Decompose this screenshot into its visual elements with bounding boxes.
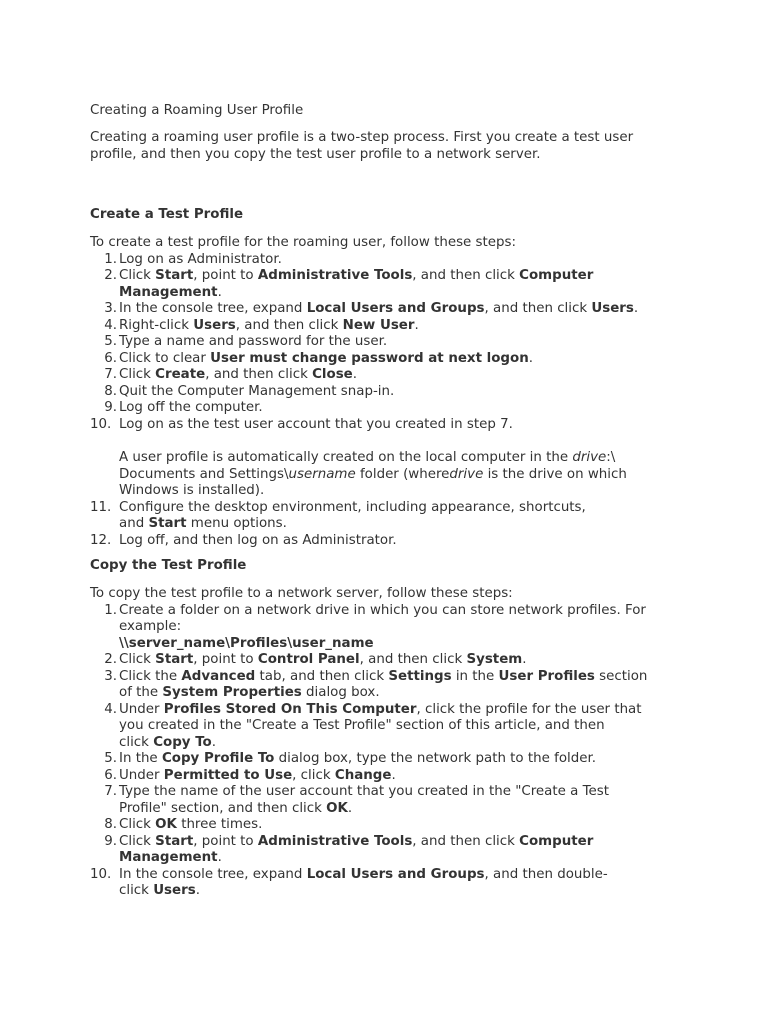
step-text: Click <box>119 817 156 832</box>
step-text: dialog box, type the network path to the folder. <box>274 751 597 766</box>
step-text: . <box>414 317 419 333</box>
step-text: , and then click <box>205 367 313 382</box>
step-body <box>119 318 419 333</box>
step-text: . <box>211 734 217 750</box>
document-title: Creating a Roaming User Profile <box>90 103 304 118</box>
step-number: 1. <box>104 602 117 618</box>
step-text: Log off the computer. <box>119 400 263 415</box>
step-text: , click the profile for the user that <box>416 701 642 717</box>
italic-term: drive <box>572 450 607 465</box>
emphasis-term: Close <box>312 367 353 382</box>
step-text: Profile" section, and then click <box>119 800 327 816</box>
step-number: 6. <box>104 767 117 783</box>
step-text: Type a name and password for the user. <box>119 334 388 349</box>
step-text: . <box>347 800 353 816</box>
emphasis-term: Copy Profile To <box>161 751 275 766</box>
step-text: Right-click <box>119 317 194 333</box>
step-body <box>119 268 593 300</box>
step-text: , and then click <box>412 268 520 283</box>
step-item <box>90 669 680 702</box>
step-text: click <box>119 883 154 898</box>
step-text: , point to <box>193 268 258 283</box>
step-text: Under <box>119 701 164 717</box>
step-body <box>119 784 609 816</box>
step-item <box>90 268 680 301</box>
step-text: Under <box>119 767 164 783</box>
step-text: In the console tree, expand <box>119 301 307 316</box>
step-item <box>90 784 680 817</box>
emphasis-term: Management <box>119 850 218 865</box>
step-text: A user profile is automatically created on the local computer in the <box>119 450 573 465</box>
step-body <box>119 867 608 899</box>
emphasis-term: OK <box>326 800 348 816</box>
step-text: . <box>522 652 527 667</box>
emphasis-term: Start <box>155 833 194 849</box>
step-item <box>90 817 680 834</box>
step-number: 8. <box>104 817 117 832</box>
step-text: Quit the Computer Management snap-in. <box>119 383 395 399</box>
step-text: , and then click <box>412 833 520 849</box>
step-number: 8. <box>104 383 117 399</box>
step-text: , point to <box>193 833 258 849</box>
document-body <box>90 102 680 900</box>
step-item <box>90 867 680 900</box>
emphasis-term: Create <box>155 367 206 382</box>
intro-line: profile, and then you copy the test user profile to a network server. <box>90 146 541 162</box>
step-body <box>119 334 387 349</box>
step-text: and <box>119 516 149 531</box>
step-text: you created in the "Create a Test Profile" section of this article, and then <box>119 718 605 733</box>
step-text: Click to clear <box>119 350 211 366</box>
step-text: Documents and Settings\ <box>119 466 289 482</box>
step-item <box>90 768 680 785</box>
step-text: . <box>352 367 358 382</box>
step-number: 9. <box>104 400 117 415</box>
section-intro: To copy the test profile to a network server, follow these steps: <box>90 586 513 601</box>
step-item <box>90 652 680 669</box>
step-text: click <box>119 734 154 750</box>
step-item <box>90 500 680 533</box>
emphasis-term: Management <box>119 284 218 300</box>
step-body <box>119 400 263 415</box>
emphasis-term: User Profiles <box>498 668 595 684</box>
step-number: 4. <box>104 701 117 717</box>
intro-line: Creating a roaming user profile is a two-step process. First you create a test user <box>90 130 634 145</box>
step-text: , point to <box>193 652 258 667</box>
step-number: 10. <box>90 416 112 432</box>
emphasis-term: \\server_name\Profiles\user_name <box>119 635 374 651</box>
step-text: , and then click <box>484 301 592 316</box>
step-item <box>90 834 680 867</box>
step-number: 3. <box>104 301 117 316</box>
step-number: 6. <box>104 350 117 366</box>
step-number: 5. <box>104 334 117 349</box>
step-text: of the <box>119 685 163 700</box>
emphasis-term: Copy To <box>153 734 212 750</box>
step-body <box>119 817 262 832</box>
copy-profile-steps <box>90 603 680 900</box>
emphasis-term: Administrative Tools <box>257 268 413 283</box>
step-body <box>119 669 647 701</box>
step-text: , click <box>292 767 335 783</box>
emphasis-term: Start <box>148 516 187 531</box>
step-number: 9. <box>104 833 117 849</box>
step-text: . <box>195 883 200 898</box>
step-body <box>119 768 396 783</box>
step-item <box>90 533 680 550</box>
section-intro: To create a test profile for the roaming user, follow these steps: <box>90 235 516 250</box>
step-number: 2. <box>104 652 117 667</box>
step-note <box>119 450 680 500</box>
step-number: 12. <box>90 532 112 548</box>
step-text: Click <box>119 268 156 283</box>
step-text: . <box>528 350 534 366</box>
step-number: 10. <box>90 866 112 882</box>
section-heading-create-test-profile: Create a Test Profile <box>90 207 244 222</box>
step-item <box>90 252 680 269</box>
create-profile-steps <box>90 252 680 550</box>
emphasis-term: Users <box>591 301 634 316</box>
emphasis-term: Local Users and Groups <box>306 301 485 316</box>
step-item <box>90 367 680 384</box>
step-body <box>119 301 638 316</box>
step-text: example: <box>119 619 182 634</box>
step-body <box>119 533 397 548</box>
emphasis-term: Advanced <box>181 668 256 684</box>
emphasis-term: Start <box>155 268 194 283</box>
step-number: 7. <box>104 367 117 382</box>
emphasis-term: Control Panel <box>257 652 360 667</box>
italic-term: drive <box>449 466 484 482</box>
step-text: . <box>633 301 639 316</box>
step-item <box>90 318 680 335</box>
emphasis-term: New User <box>342 317 415 333</box>
step-number: 5. <box>104 751 117 766</box>
step-body <box>119 252 282 267</box>
emphasis-term: Profiles Stored On This Computer <box>163 701 417 717</box>
step-item <box>90 384 680 401</box>
emphasis-term: Computer <box>519 833 594 849</box>
step-item <box>90 334 680 351</box>
emphasis-term: System <box>466 652 523 667</box>
emphasis-term: Users <box>153 883 196 898</box>
step-body <box>119 384 394 399</box>
emphasis-term: Local Users and Groups <box>306 866 485 882</box>
step-number: 4. <box>104 317 117 333</box>
step-text: Click <box>119 367 156 382</box>
step-text: , and then double- <box>484 866 608 882</box>
step-body <box>119 367 357 382</box>
step-text: , and then click <box>359 652 467 667</box>
step-text: Create a folder on a network drive in which you can store network profiles. For <box>119 602 646 618</box>
step-text: , and then click <box>235 317 343 333</box>
step-text: in the <box>451 668 499 684</box>
step-item <box>90 351 680 368</box>
intro-paragraph <box>90 130 680 163</box>
step-item <box>90 603 680 653</box>
step-text: Click the <box>119 668 182 684</box>
step-item <box>90 400 680 417</box>
step-text: . <box>217 284 222 300</box>
step-text: Click <box>119 833 156 849</box>
step-text: In the <box>119 751 162 766</box>
step-body <box>119 834 593 866</box>
step-item <box>90 301 680 318</box>
emphasis-term: Users <box>193 317 236 333</box>
step-text: :\ <box>606 450 616 465</box>
emphasis-term: Permitted to Use <box>163 767 293 783</box>
step-text: folder (where <box>355 466 450 482</box>
step-body <box>119 417 513 432</box>
step-text: Type the name of the user account that you created in the "Create a Test <box>119 784 609 799</box>
step-body <box>119 500 586 532</box>
section-heading-copy-test-profile: Copy the Test Profile <box>90 558 247 573</box>
step-text: Log on as the test user account that you created in step 7. <box>119 416 513 432</box>
step-text: is the drive on which <box>483 466 627 482</box>
emphasis-term: System Properties <box>162 685 302 700</box>
step-body <box>119 603 646 651</box>
step-text: Windows is installed). <box>119 483 265 498</box>
italic-term: username <box>288 466 356 482</box>
step-number: 11. <box>90 499 112 515</box>
step-item <box>90 417 680 500</box>
step-number: 7. <box>104 784 117 799</box>
emphasis-term: Change <box>334 767 392 783</box>
step-text: three times. <box>176 817 263 832</box>
step-text: tab, and then click <box>255 668 389 684</box>
step-text: Configure the desktop environment, including appearance, shortcuts, <box>119 499 586 515</box>
step-text: Click <box>119 652 156 667</box>
step-text: Log on as Administrator. <box>119 251 282 267</box>
emphasis-term: Computer <box>519 268 594 283</box>
step-number: 1. <box>104 251 117 267</box>
step-body <box>119 652 527 667</box>
step-body <box>119 351 533 366</box>
step-text: menu options. <box>186 516 287 531</box>
step-text: . <box>217 850 222 865</box>
emphasis-term: Administrative Tools <box>257 833 413 849</box>
step-number: 3. <box>104 668 117 684</box>
emphasis-term: Start <box>155 652 194 667</box>
step-item <box>90 702 680 752</box>
step-item <box>90 751 680 768</box>
step-text: section <box>594 668 648 684</box>
emphasis-term: User must change password at next logon <box>210 350 529 366</box>
emphasis-term: Settings <box>388 668 452 684</box>
step-body <box>119 751 596 766</box>
step-body <box>119 702 642 750</box>
step-text: dialog box. <box>301 685 380 700</box>
emphasis-term: OK <box>155 817 177 832</box>
step-text: Log off, and then log on as Administrator. <box>119 532 397 548</box>
step-text: . <box>391 767 396 783</box>
step-number: 2. <box>104 268 117 283</box>
step-text: In the console tree, expand <box>119 866 307 882</box>
